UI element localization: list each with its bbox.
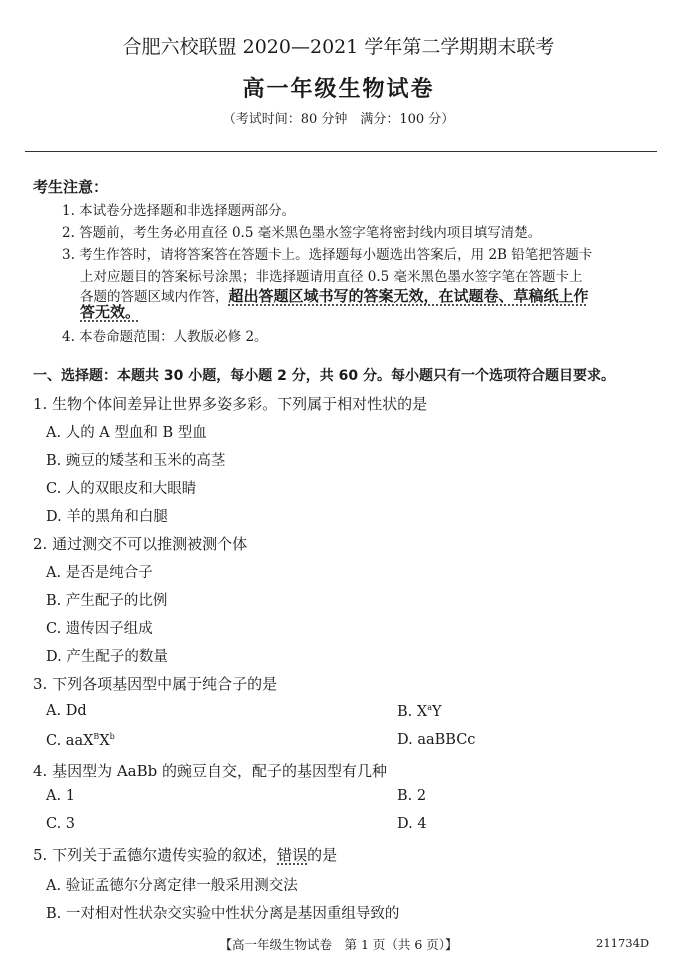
notice-item-3-line-3: [80, 285, 589, 306]
section-heading: 一、选择题：本题共 30 小题，每小题 2 分，共 60 分。每小题只有一个选项符合题目要求。: [33, 368, 615, 384]
question-5-option-b: B. 一对相对性状杂交实验中性状分离是基因重组导致的: [46, 906, 400, 922]
stem-text: 5. 下列关于孟德尔遗传实验的叙述，: [33, 846, 278, 864]
option-c-text-mid: X: [99, 732, 110, 749]
question-3-option-c: [46, 732, 115, 749]
question-2-option-b: B. 产生配子的比例: [46, 593, 168, 609]
header-divider: [25, 151, 657, 152]
notice-item-3-line-1: 3. 考生作答时，请将答案答在答题卡上。选择题每小题选出答案后，用 2B 铅笔把答题卡: [62, 247, 593, 263]
question-2-option-d: D. 产生配子的数量: [46, 649, 168, 665]
question-3-stem: 3. 下列各项基因型中属于纯合子的是: [33, 675, 278, 693]
question-1-stem: 1. 生物个体间差异让世界多姿多彩。下列属于相对性状的是: [33, 395, 428, 413]
stem-text-end: 的是: [307, 846, 338, 864]
exam-title: 合肥六校联盟 2020—2021 学年第二学期期末联考: [122, 36, 555, 58]
question-2-stem: 2. 通过测交不可以推测被测个体: [33, 535, 248, 553]
notice-item-4: 4. 本卷命题范围：人教版必修 2。: [62, 329, 268, 345]
subject-title: 高一年级生物试卷: [242, 76, 435, 102]
question-1-option-b: B. 豌豆的矮茎和玉米的高茎: [46, 453, 226, 469]
question-5-stem: [33, 844, 337, 865]
exam-info: （考试时间：80 分钟 满分：100 分）: [222, 112, 455, 127]
notice-item-1: 1. 本试卷分选择题和非选择题两部分。: [62, 203, 296, 219]
superscript: B: [93, 732, 100, 741]
option-c-text: C. aaX: [46, 732, 94, 749]
page-footer: 【高一年级生物试卷 第 1 页（共 6 页）】: [219, 937, 458, 952]
question-5-option-a: A. 验证孟德尔分离定律一般采用测交法: [46, 878, 298, 894]
question-3-option-a: A. Dd: [46, 703, 87, 719]
notice-item-3-plain: 各题的答题区域内作答，: [80, 289, 229, 305]
question-4-option-b: B. 2: [397, 788, 427, 804]
question-1-option-a: A. 人的 A 型血和 B 型血: [46, 425, 207, 441]
question-4-stem: 4. 基因型为 AaBb 的豌豆自交，配子的基因型有几种: [33, 762, 388, 780]
question-3-option-b: [397, 703, 442, 720]
question-4-option-a: A. 1: [46, 788, 75, 804]
question-2-option-a: A. 是否是纯合子: [46, 565, 153, 581]
question-4-option-d: D. 4: [397, 816, 427, 832]
question-2-option-c: C. 遗传因子组成: [46, 621, 153, 637]
question-3-option-d: D. aaBBCc: [397, 732, 476, 748]
document-code: 211734D: [596, 936, 650, 950]
stem-emphasis: 错误: [277, 846, 308, 864]
notice-item-3-emphasis: 超出答题区域书写的答案无效，在试题卷、草稿纸上作: [228, 287, 589, 305]
option-b-text: B. X: [397, 703, 428, 720]
question-4-option-c: C. 3: [46, 816, 76, 832]
superscript: a: [427, 703, 432, 712]
notice-item-3-line-2: 上对应题目的答案标号涂黑；非选择题请用直径 0.5 毫米黑色墨水签字笔在答题卡上: [80, 269, 583, 285]
option-b-text-end: Y: [431, 703, 442, 720]
question-1-option-d: D. 羊的黑角和白腿: [46, 509, 168, 525]
notice-item-2: 2. 答题前，考生务必用直径 0.5 毫米黑色墨水签字笔将密封线内项目填写清楚。: [62, 225, 542, 241]
question-1-option-c: C. 人的双眼皮和大眼睛: [46, 481, 197, 497]
notice-item-3-line-4: 答无效。: [80, 303, 141, 321]
superscript: b: [109, 732, 115, 741]
notice-heading: 考生注意：: [33, 178, 109, 196]
